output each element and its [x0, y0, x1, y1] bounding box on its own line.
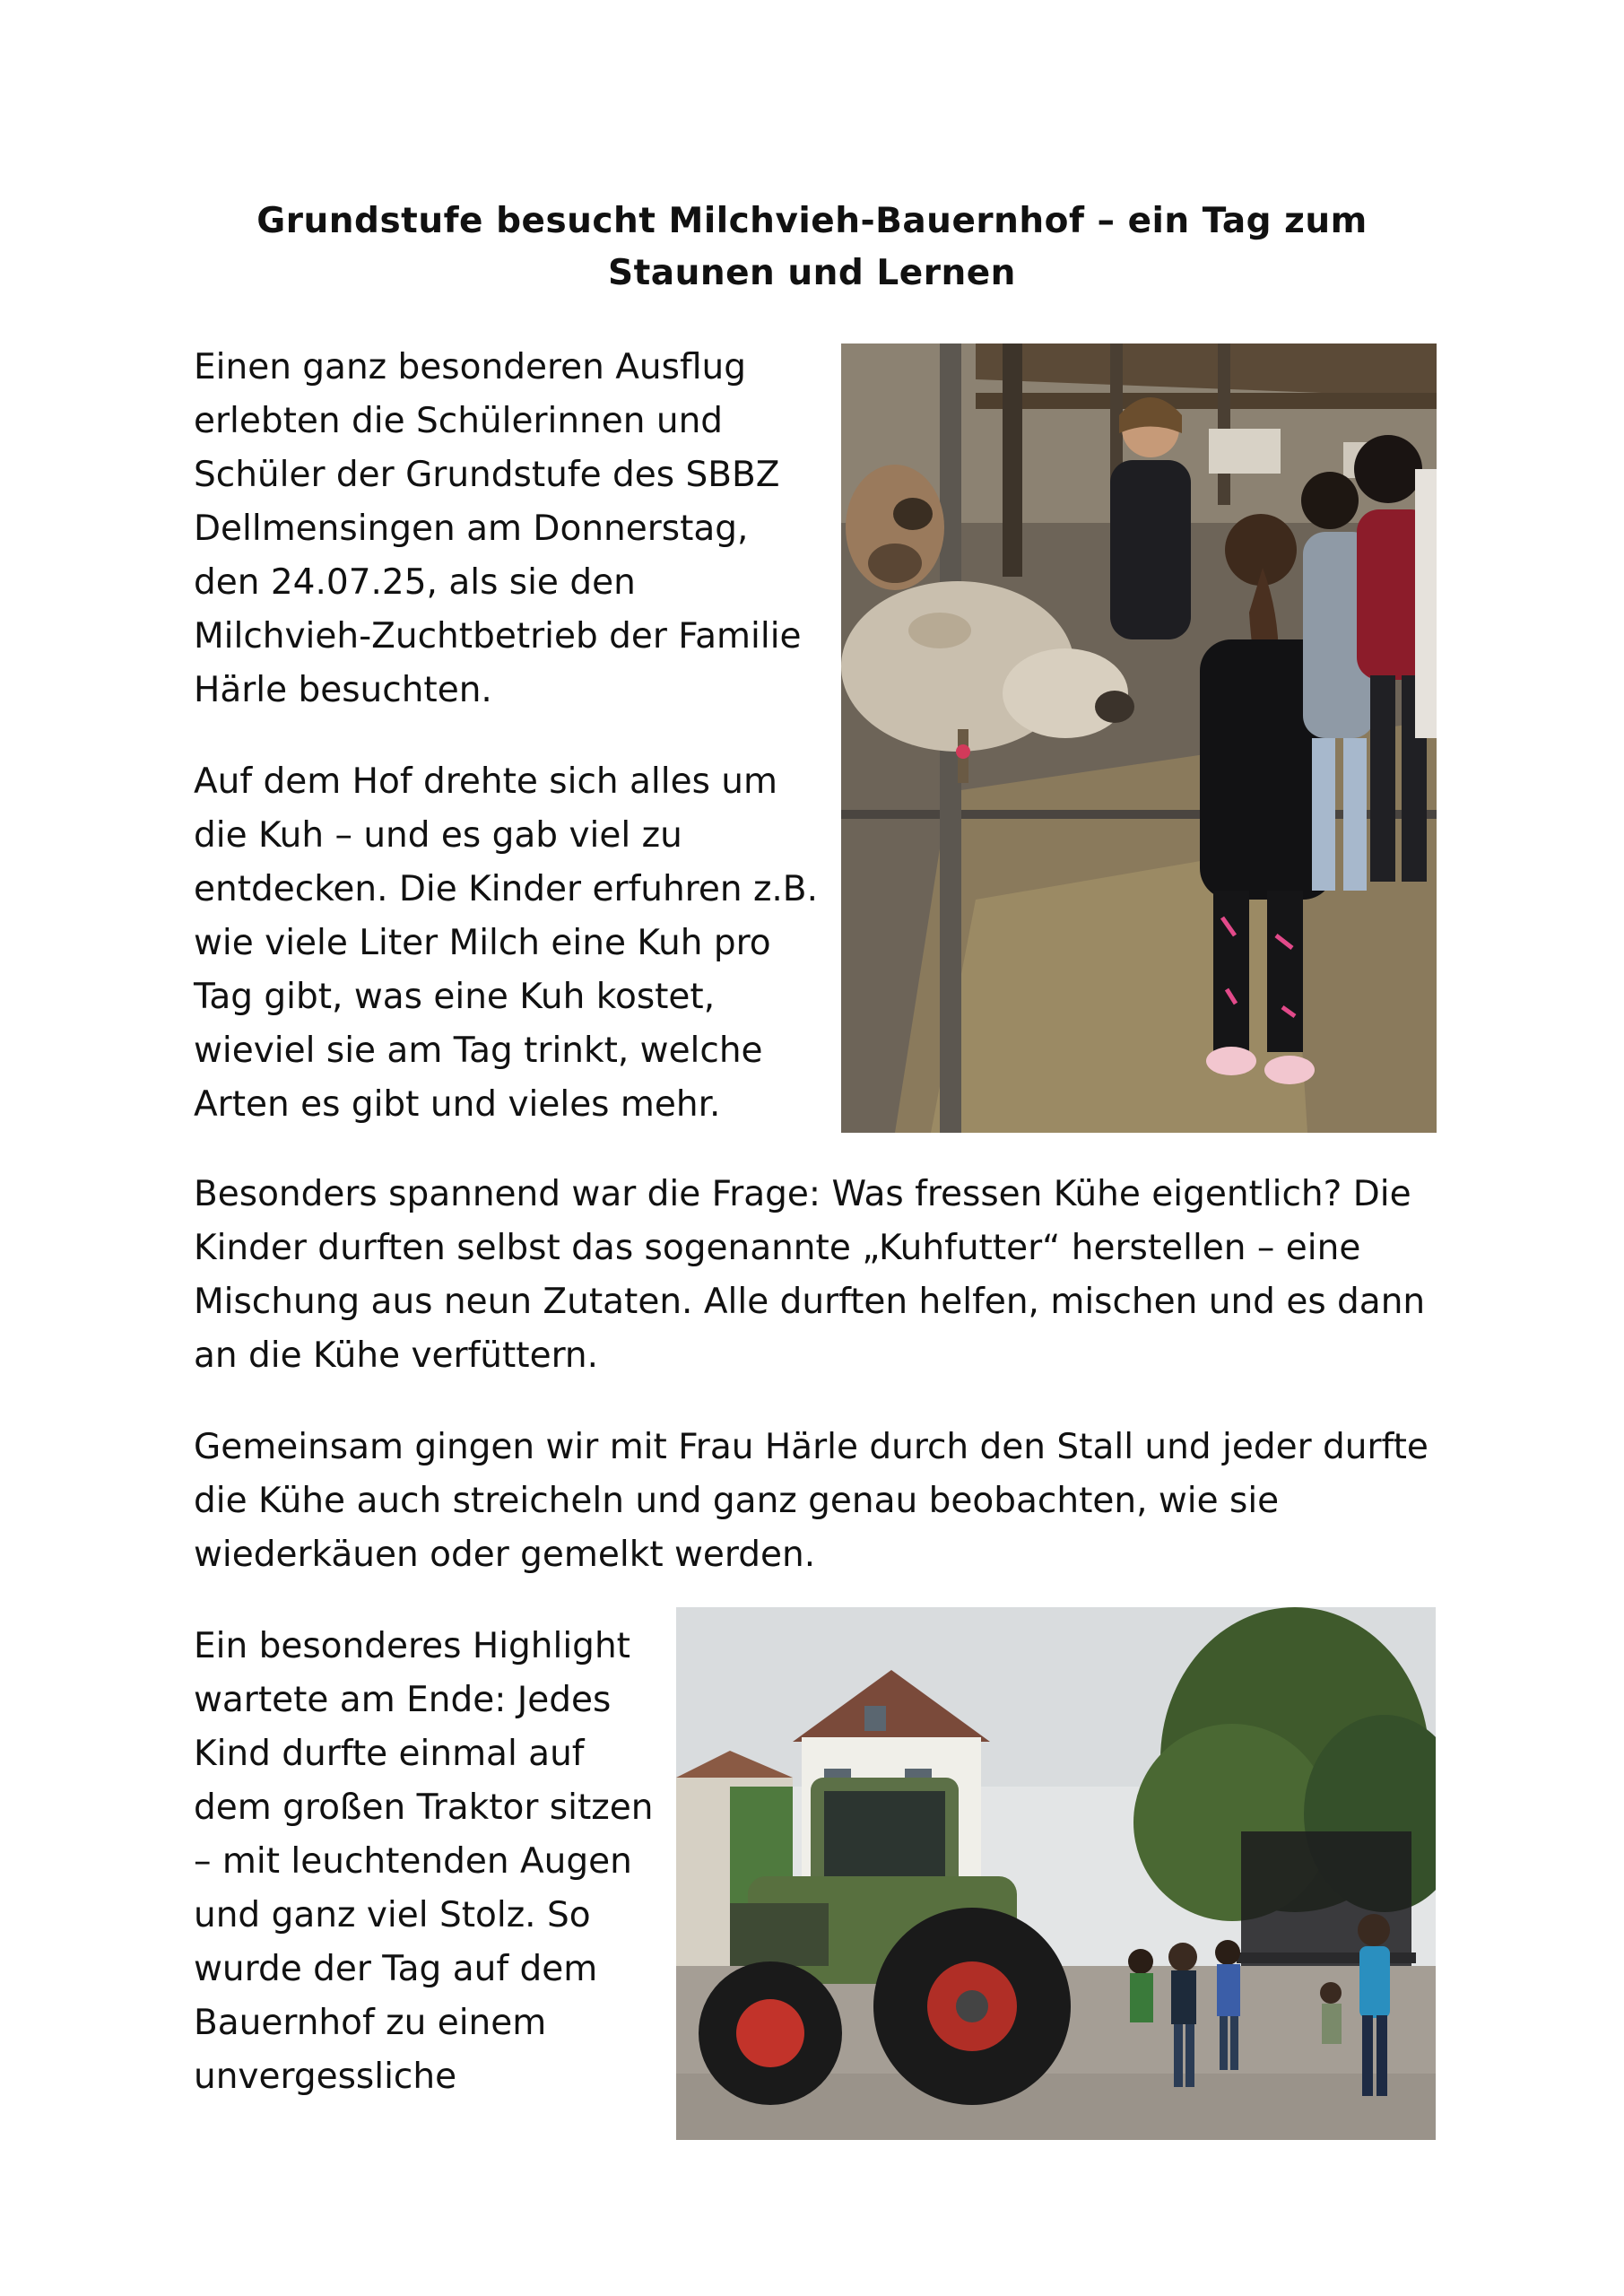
paragraph-cow-feed: Besonders spannend war die Frage: Was fressen Kühe eigentlich? Die Kinder durften selbst das sogenannte „Kuhfutter“ herstellen – eine Mischung aus neun Zutaten. Alle durften helfen, mischen und es dann an die Kühe verfüttern. — [194, 1174, 1426, 1376]
paragraph-tractor: Ein besonderes Highlight wartete am Ende: Jedes Kind durfte einmal auf dem großen Traktor sitzen – mit leuchtenden Augen und ganz viel Stolz. So wurde der Tag auf dem Bauernhof zu einem unvergessliche — [194, 1626, 654, 2097]
paragraph-barn-tour: Gemeinsam gingen wir mit Frau Härle durch den Stall und jeder durfte die Kühe auch streicheln und ganz genau beobachten, wie sie wiederkäuen oder gemelkt werden. — [194, 1427, 1429, 1575]
paragraph-cow-facts: Auf dem Hof drehte sich alles um die Kuh – und es gab viel zu entdecken. Die Kinder erfuhren z.B. wie viele Liter Milch eine Kuh pro Tag gibt, was eine Kuh kostet, wieviel sie am Tag trinkt, welche Arten es gibt und vieles mehr. — [194, 761, 818, 1125]
photo-tractor — [676, 1607, 1436, 2140]
photo-cow-barn — [841, 344, 1437, 1133]
article-title: Grundstufe besucht Milchvieh-Bauernhof – ein Tag zum Staunen und Lernen — [256, 201, 1368, 293]
paragraph-intro: Einen ganz besonderen Ausflug erlebten die Schülerinnen und Schüler der Grundstufe des SBBZ Dellmensingen am Donnerstag, den 24.07.25, als sie den Milchvieh-Zuchtbetrieb der Familie Härle besuchten. — [194, 347, 802, 710]
